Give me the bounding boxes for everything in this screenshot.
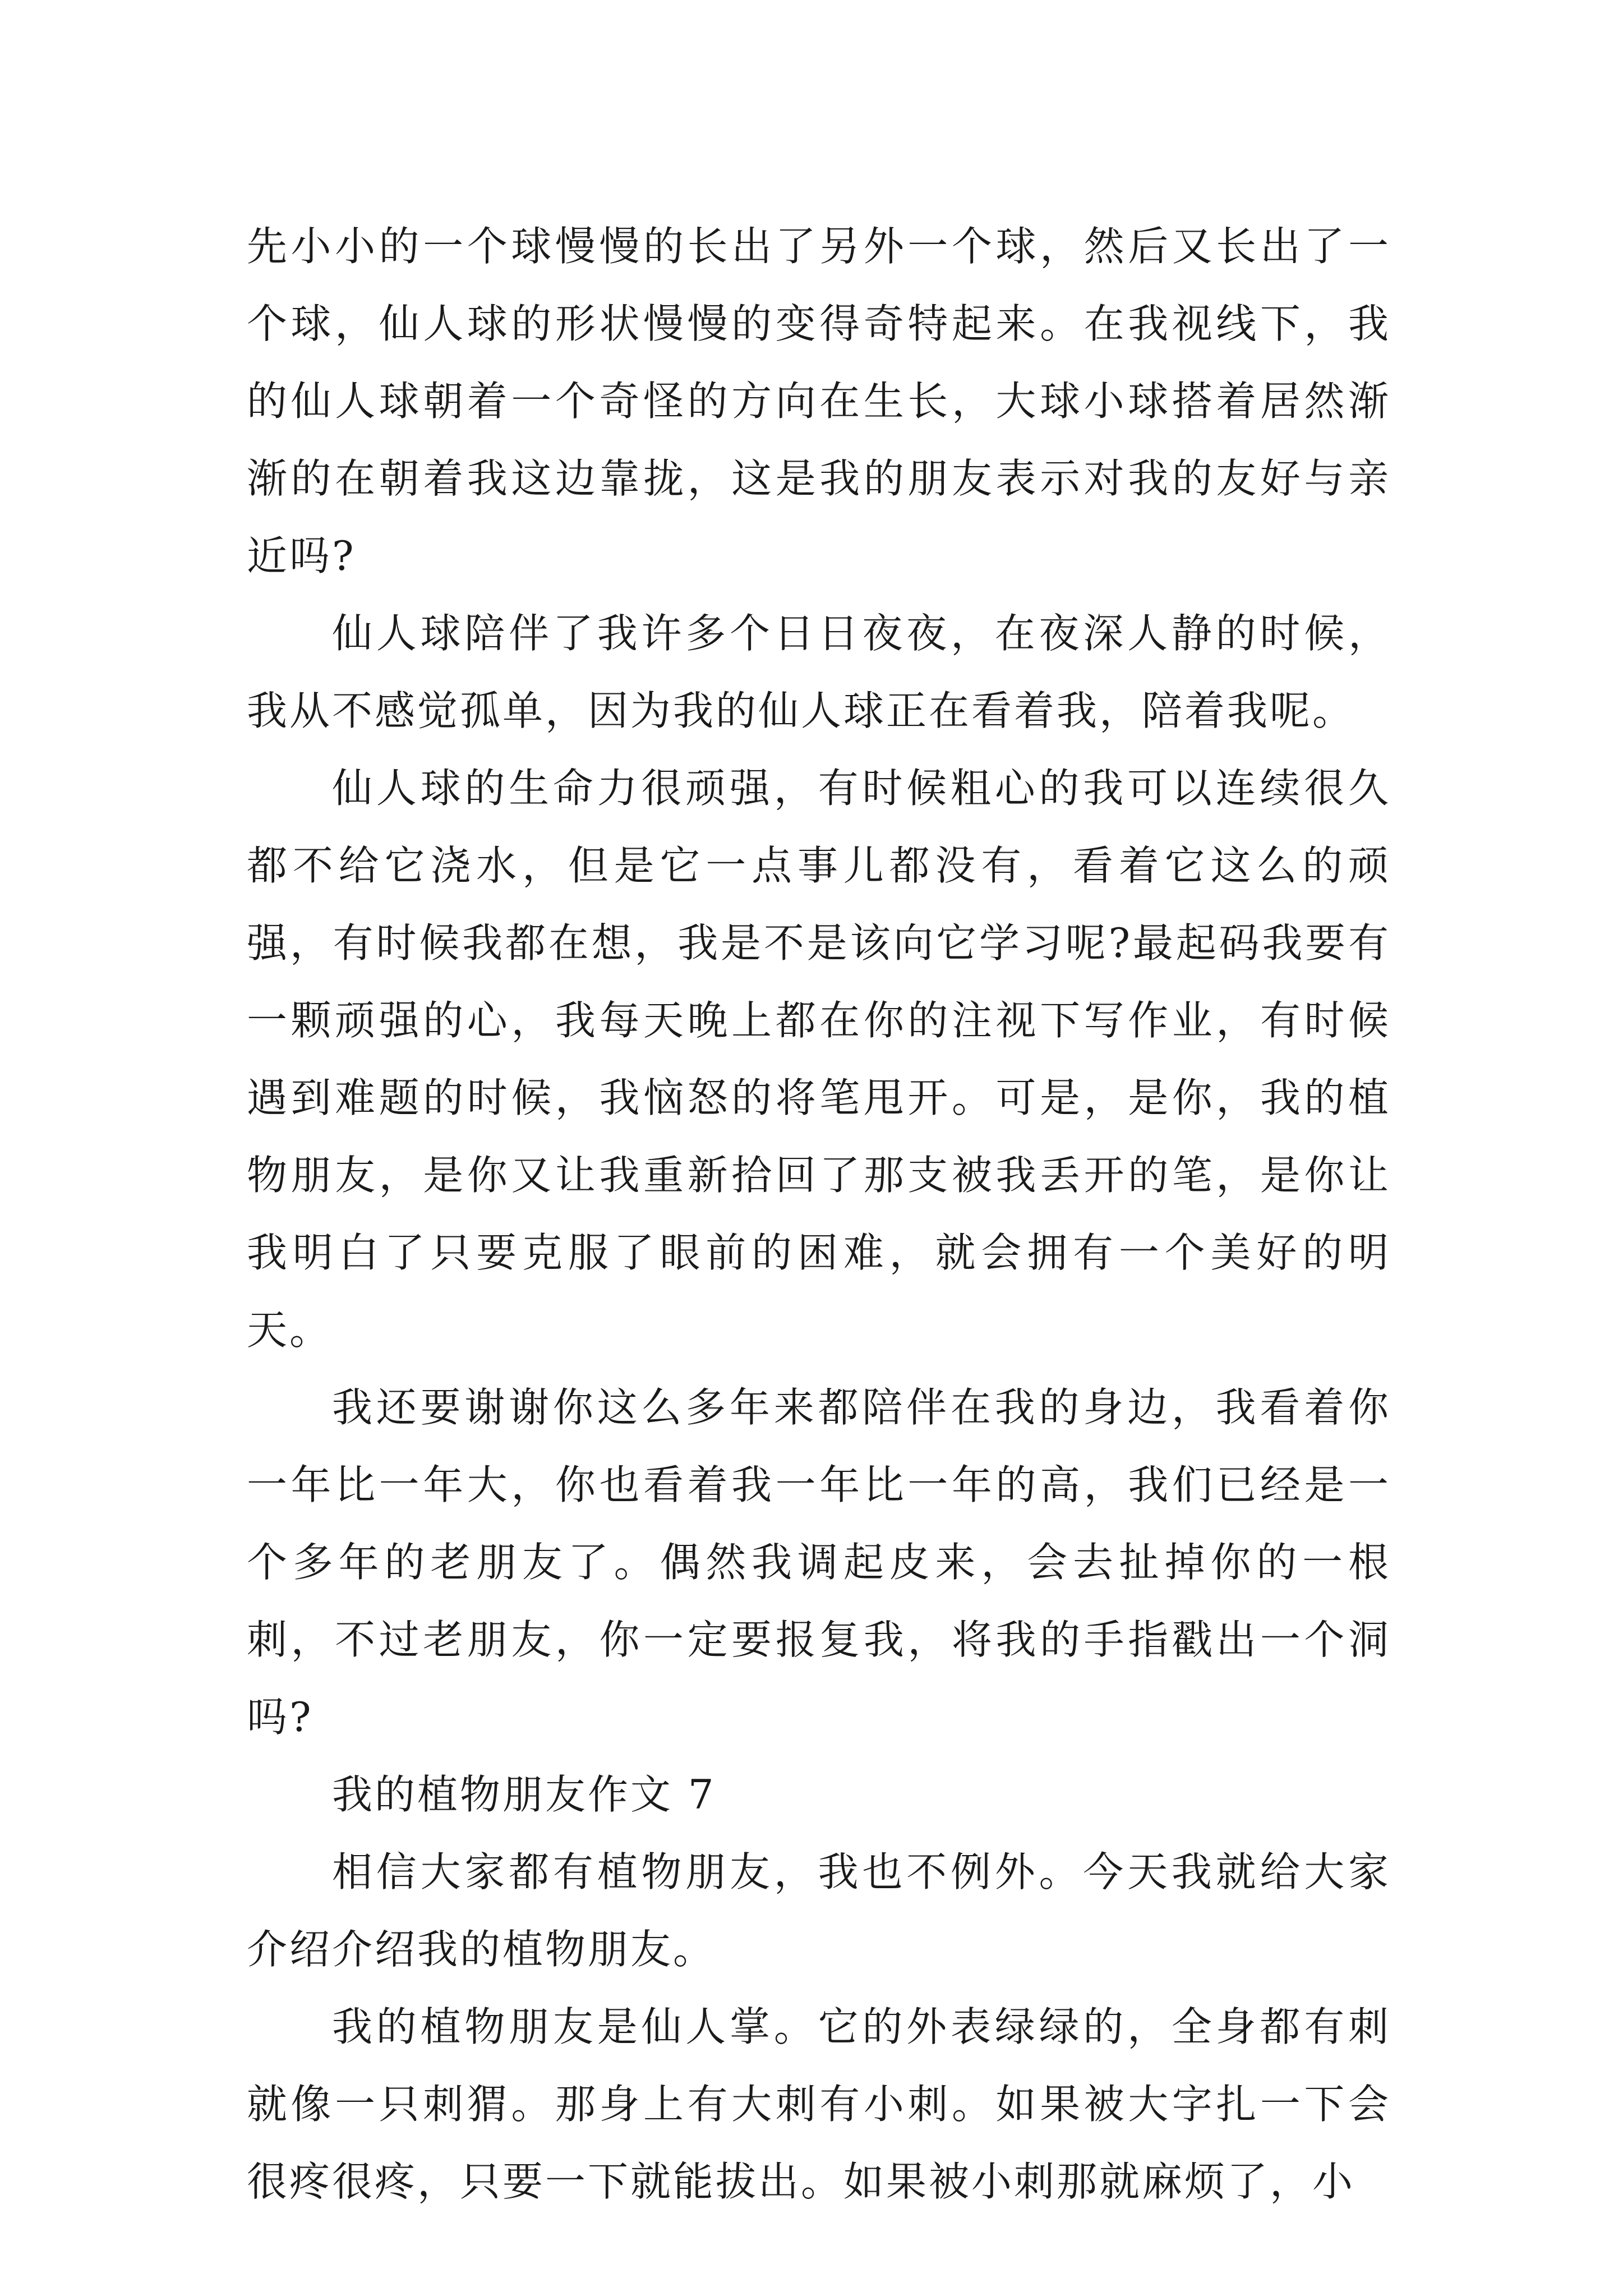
section-heading: 我的植物朋友作文 7 <box>332 1771 716 1818</box>
document-body <box>247 208 1391 2220</box>
paragraph-4: 我还要谢谢你这么多年来都陪伴在我的身边，我看着你一年比一年大，你也看着我一年比一年的高，我们已经是一个多年的老朋友了。偶然我调起皮来，会去扯掉你的一根刺，不过老朋友，你一定要报复我，将我的手指戳出一个洞吗? <box>247 1384 1391 1741</box>
paragraph-2: 仙人球陪伴了我许多个日日夜夜，在夜深人静的时候，我从不感觉孤单，因为我的仙人球正在看着我，陪着我呢。 <box>247 610 1391 734</box>
paragraph-1: 先小小的一个球慢慢的长出了另外一个球，然后又长出了一个球，仙人球的形状慢慢的变得奇特起来。在我视线下，我的仙人球朝着一个奇怪的方向在生长，大球小球搭着居然渐渐的在朝着我这边靠拢，这是我的朋友表示对我的友好与亲近吗? <box>247 223 1391 579</box>
paragraph-6: 我的植物朋友是仙人掌。它的外表绿绿的，全身都有刺就像一只刺猬。那身上有大刺有小刺。如果被大字扎一下会很疼很疼，只要一下就能拔出。如果被小刺那就麻烦了，小 <box>247 2003 1391 2205</box>
paragraph-3: 仙人球的生命力很顽强，有时候粗心的我可以连续很久都不给它浇水，但是它一点事儿都没有，看着它这么的顽强，有时候我都在想，我是不是该向它学习呢?最起码我要有一颗顽强的心，我每天晚上都在你的注视下写作业，有时候遇到难题的时候，我恼怒的将笔甩开。可是，是你，我的植物朋友，是你又让我重新拾回了那支被我丢开的笔，是你让我明白了只要克服了眼前的困难，就会拥有一个美好的明天。 <box>247 765 1391 1354</box>
paragraph-5: 相信大家都有植物朋友，我也不例外。今天我就给大家介绍介绍我的植物朋友。 <box>247 1848 1391 1973</box>
